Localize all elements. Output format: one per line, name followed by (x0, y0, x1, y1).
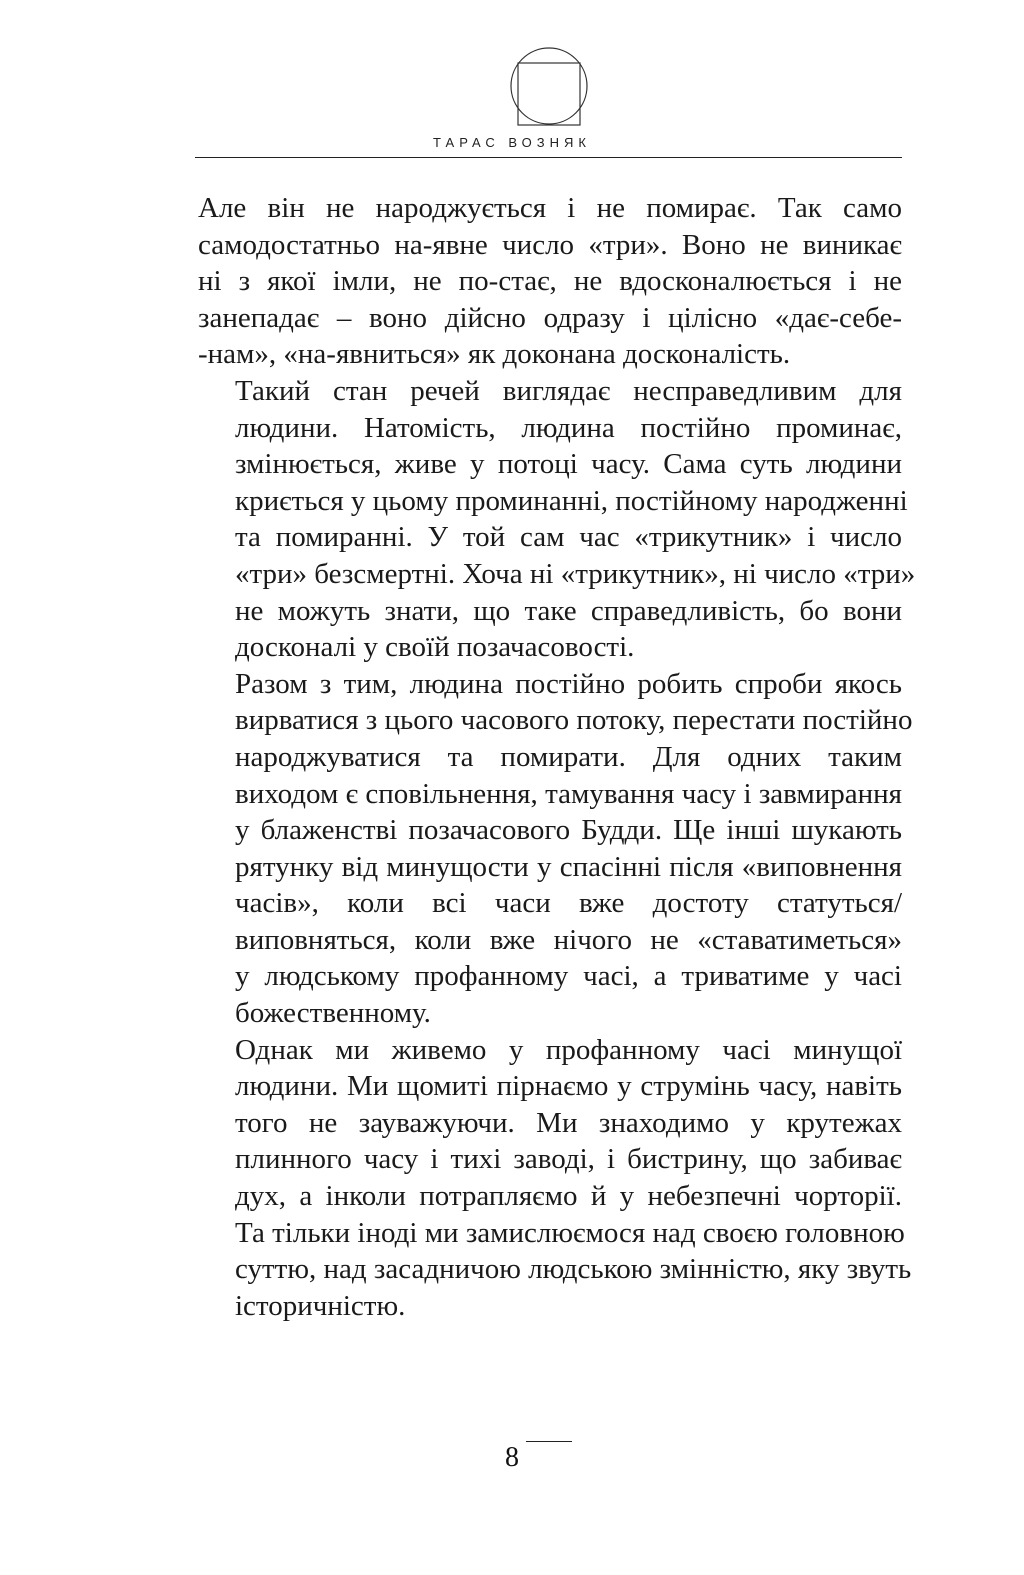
text-line: суттю, над засадничою людською змінністю, яку звуть (235, 1253, 912, 1286)
text-line: народжуватися та помирати. Для одних таким (235, 740, 902, 773)
text-line: плинного часу і тихі заводі, і бистрину, що забиває (235, 1143, 902, 1176)
text-line: того не зауважуючи. Ми знаходимо у крутежах (235, 1106, 902, 1139)
text-line: «три» безсмертні. Хоча ні «трикутник», ні число «три» (235, 557, 916, 590)
text-line: Разом з тим, людина постійно робить спроби якось (235, 667, 902, 700)
paragraph (198, 373, 916, 666)
paragraph (198, 190, 902, 373)
text-line: та помиранні. У той сам час «трикутник» і число (235, 521, 902, 554)
circle-square-emblem-icon (509, 46, 589, 126)
text-line: не можуть знати, що таке справедливість, бо вони (235, 594, 902, 627)
text-line: божественному. (235, 997, 431, 1030)
text-line: історичністю. (235, 1289, 406, 1322)
text-line: виповняться, коли вже нічого не «ставатиметься» (235, 923, 902, 956)
running-header-author: ТАРАС ВОЗНЯК (433, 135, 591, 150)
header-rule (195, 157, 902, 158)
paragraph (198, 666, 913, 1032)
text-line: виходом є сповільнення, тамування часу і завмирання (235, 777, 902, 810)
text-line: у блаженстві позачасового Будди. Ще інші шукають (235, 814, 902, 847)
text-line: рятунку від минущости у спасінні після «виповнення (235, 850, 902, 883)
text-line: -нам», «на-явниться» як доконана досконалість. (198, 338, 791, 371)
text-line: Такий стан речей виглядає несправедливим для (235, 374, 902, 407)
text-line: досконалі у своїй позачасовості. (235, 631, 635, 664)
text-line: людини. Натомість, людина постійно проминає, (235, 411, 902, 444)
text-line: Та тільки іноді ми замислюємося над своєю головною (235, 1216, 905, 1249)
text-line: людини. Ми щомиті пірнаємо у струмінь часу, навіть (235, 1070, 902, 1103)
text-line: у людському профанному часі, а триватиме у часі (235, 960, 902, 993)
page-number: 8 (505, 1442, 519, 1473)
text-line: змінюється, живе у потоці часу. Сама суть людини (235, 448, 902, 481)
body-text (198, 190, 916, 1324)
text-line: криється у цьому проминанні, постійному народженні (235, 484, 908, 517)
text-line: ні з якої імли, не по-стає, не вдосконалюється і не (198, 265, 902, 298)
text-line: Але він не народжується і не помирає. Так само (198, 192, 902, 224)
text-line: часів», коли всі часи вже достоту статуться/ (235, 887, 902, 920)
text-line: дух, а інколи потрапляємо й у небезпечні чорторії. (235, 1180, 902, 1213)
text-line: Однак ми живемо у профанному часі минущої (235, 1033, 902, 1066)
text-line: вирватися з цього часового потоку, перестати постійно (235, 704, 913, 737)
text-line: занепадає – воно дійсно одразу і цілісно «дає-себе- (198, 301, 902, 334)
text-line: самодостатньо на-явне число «три». Воно не виникає (198, 228, 902, 261)
paragraph (198, 1032, 912, 1325)
